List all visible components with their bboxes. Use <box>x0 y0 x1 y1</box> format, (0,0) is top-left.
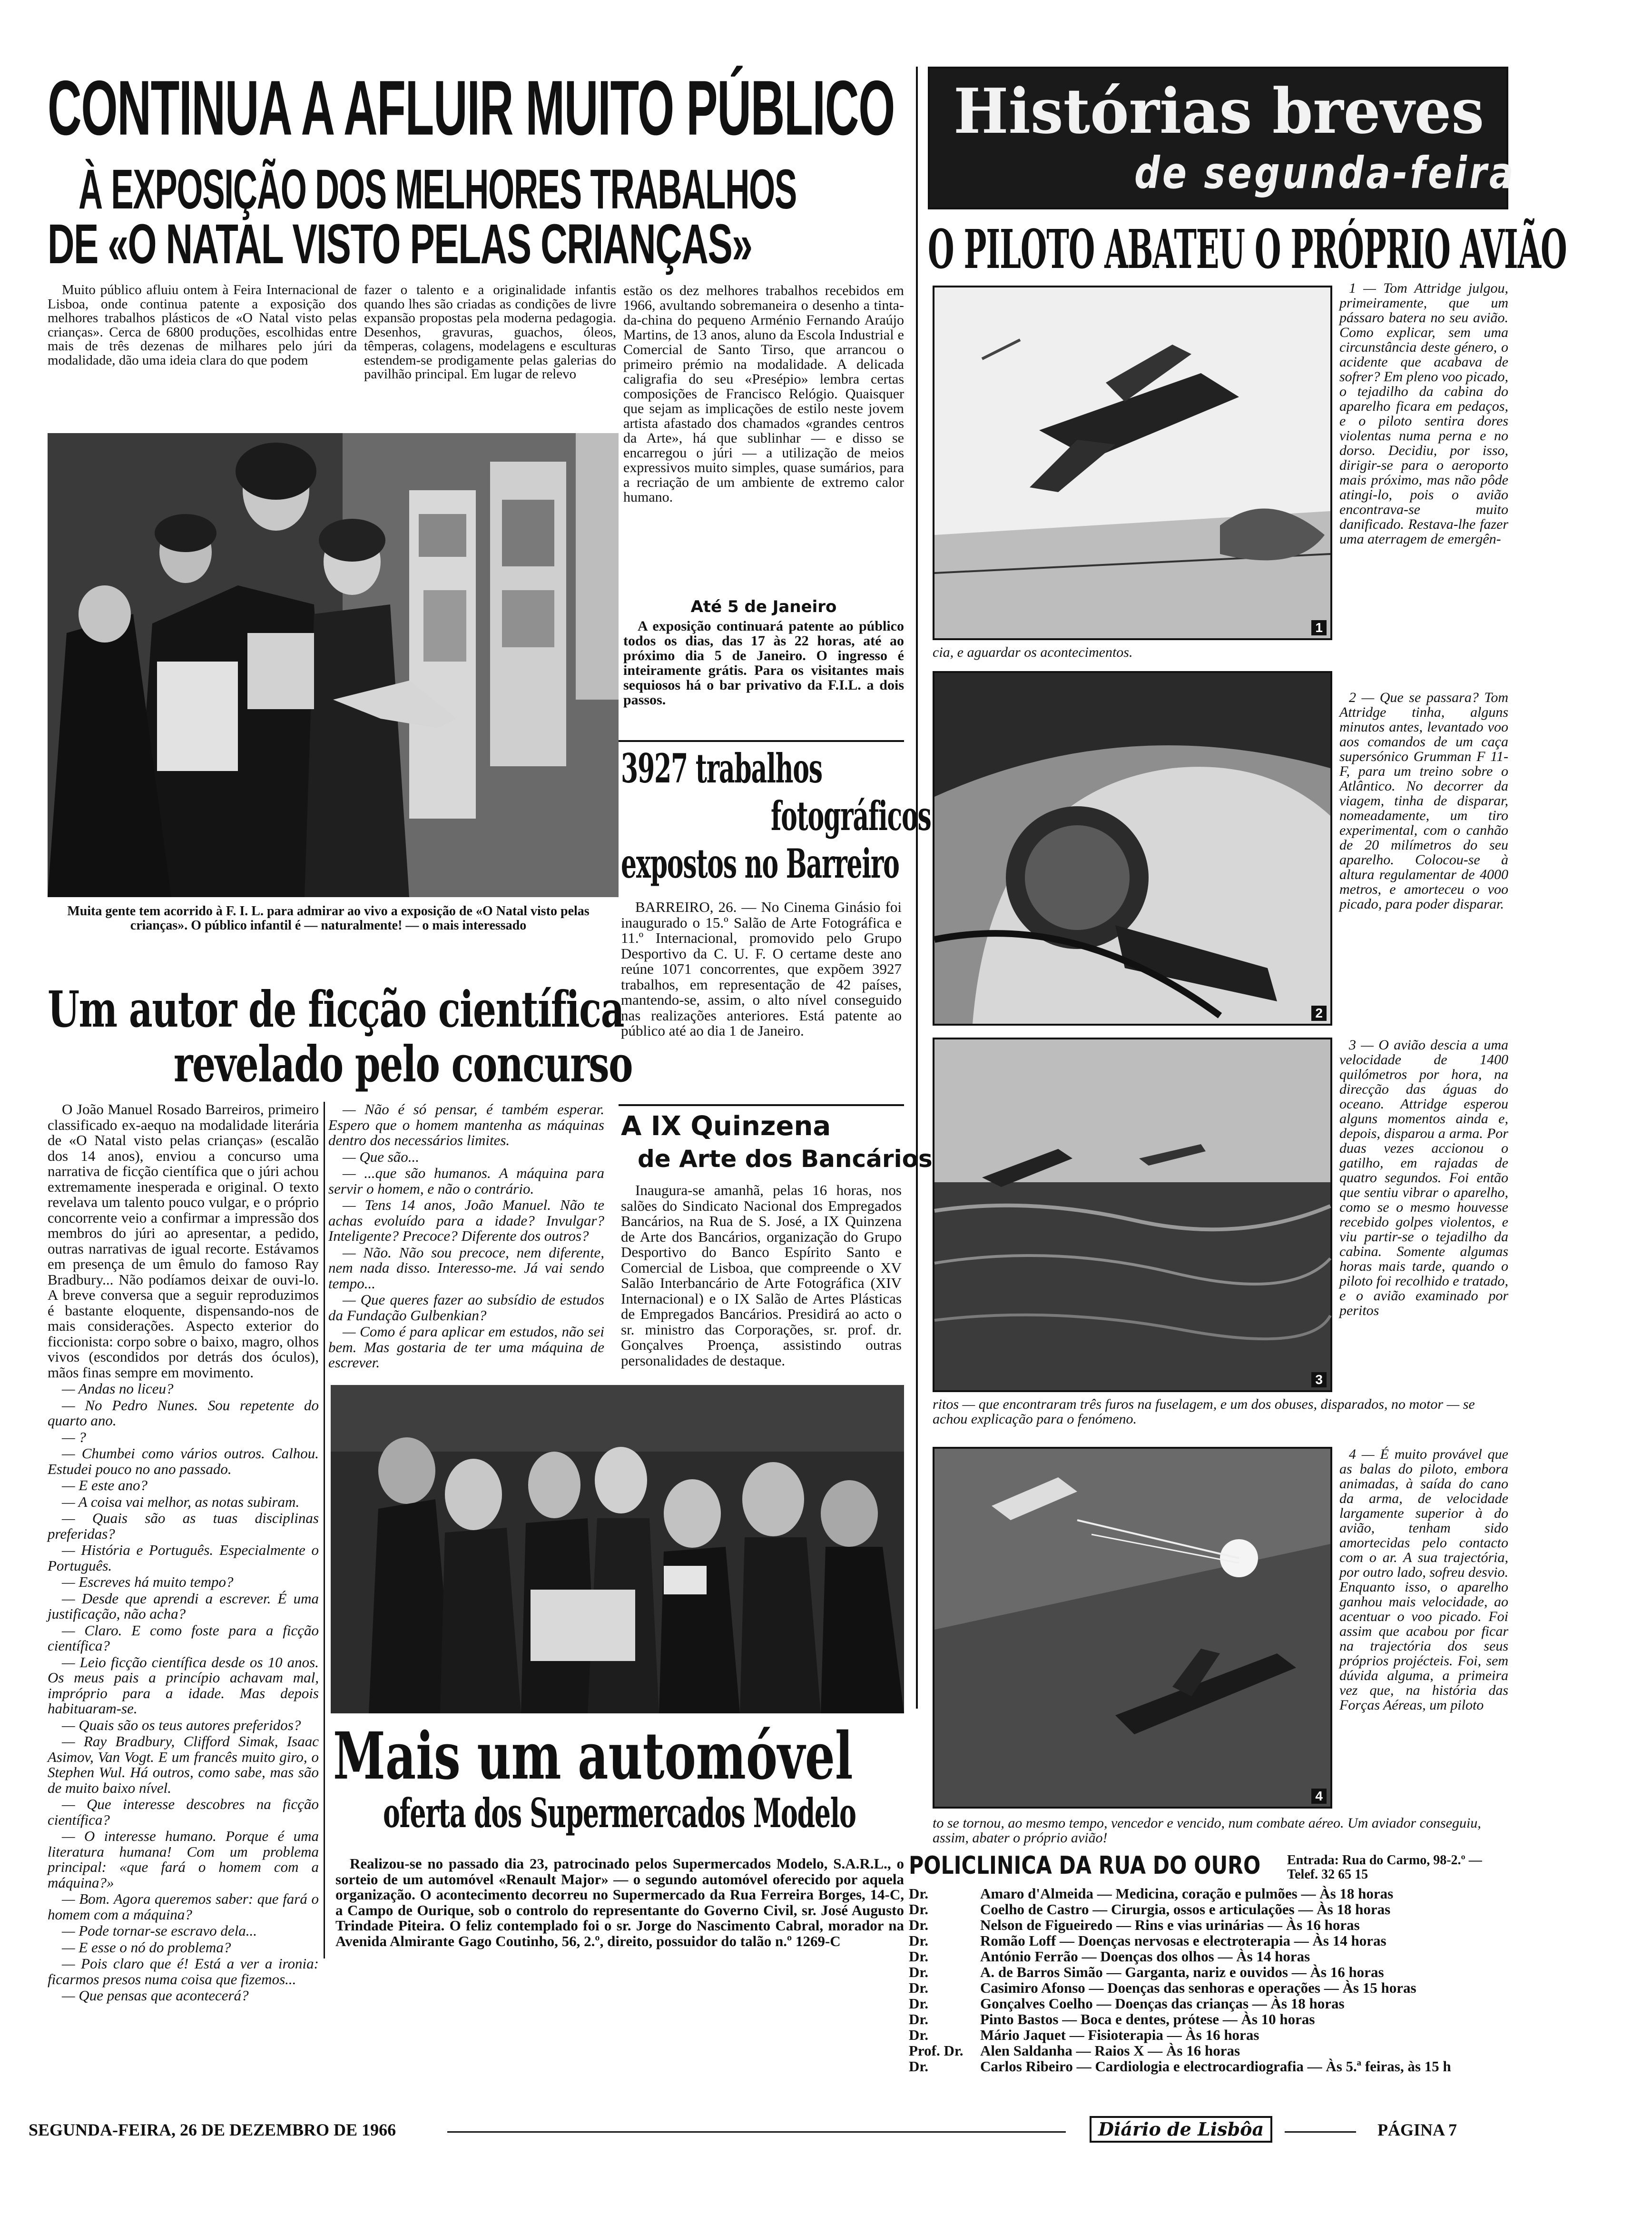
fotograficos-text: BARREIRO, 26. — No Cinema Ginásio foi inaugurado o 15.º Salão de Arte Fotográfica e 11.º Internacional, promovido pelo Grupo Desportivo da C. U. F. O certame deste ano reúne 1071 concorrentes, que expõem 3927 trabalhos, em representação de 42 países, mantendo-se, assim, o alto nível conseguido nas realizações anteriores. Está patente ao público até ao dia 1 de Janeiro. <box>621 899 902 1039</box>
autor-dialogue-line: — Não é só pensar, é também esperar. Espero que o homem mantenha as máquinas dentro dos necessários limites. <box>328 1101 604 1148</box>
autor-dialogue-line: — Que são... <box>343 1148 420 1165</box>
exposicao-text-col3: estão os dez melhores trabalhos recebidos em 1966, avultando sobremaneira o desenho a tinta-da-china do pequeno Arménio Fernando Araújo Martins, de 13 anos, aluno da Escola Industrial e Comercial de Santo Tirso, que arrancou o primeiro prémio na modalidade. A delicada caligrafia do seu «Presépio» lembra certas composições de Francisco Relógio. Quaisquer que sejam as implicações de estilo neste jovem artista afastado dos chamados «grandes centros da Arte», há que sublinhar — e disso se encarregou o júri — a utilização de meios expressivos muito simples, quase sumários, para a recriação de um ambiente de extremo calor humano. <box>623 283 904 505</box>
historias-text-1-end: cia, e aguardar os acontecimentos. <box>933 644 1133 660</box>
historias-banner-title: Histórias breves <box>954 75 1485 148</box>
doctor-entry: Nelson de Figueiredo — Rins e vias urinárias — Às 16 horas <box>980 1917 1360 1933</box>
automovel-title-line2: oferta dos Supermercados Modelo <box>383 1790 856 1837</box>
autor-dialogue-line: — Ray Bradbury, Clifford Simak, Isaac Asimov, Van Vogt. E um francês muito giro, o Stephen Wul. Há outros, como sabe, mas são de muito baixo nível. <box>48 1733 319 1796</box>
autor-dialogue-line: — No Pedro Nunes. Sou repetente do quarto ano. <box>48 1396 319 1429</box>
sorteio-photo-illustration <box>331 1385 904 1713</box>
historias-text-4-end: to se tornou, ao mesmo tempo, vencedor e vencido, num combate aéreo. Um aviador conseguiu, assim, abater o próprio avião! <box>933 1815 1481 1846</box>
doctor-entry: Gonçalves Coelho — Doenças das crianças — Às 18 horas <box>980 1995 1345 2012</box>
doctor-title: Dr. <box>909 1901 929 1918</box>
automovel-text: Realizou-se no passado dia 23, patrocinado pelos Supermercados Modelo, S.A.R.L., o sorteio de um automóvel «Renault Major» — o segundo automóvel oferecido por aquela organização. O acontecimento decorreu no Supermercado da Rua Ferreira Borges, 14-C, a Campo de Ourique, sob o controlo do representante do Governo Civil, sr. José Augusto Trindade Piteira. O feliz contemplado foi o sr. Jorge do Nascimento Cabral, morador na Avenida Almirante Gago Coutinho, 56, 2.º, direito, possuidor do talão n.º 1269-C <box>335 1855 904 1949</box>
fotograficos-title-line3: expostos no Barreiro <box>621 840 899 887</box>
autor-dialogue-line: — A coisa vai melhor, as notas subiram. <box>62 1493 300 1510</box>
main-headline-line2: À EXPOSIÇÃO DOS MELHORES TRABALHOS <box>79 158 797 221</box>
exposicao-subhead: Até 5 de Janeiro <box>690 597 837 616</box>
comic-panel-2 <box>933 671 1332 1026</box>
historias-banner <box>928 67 1516 209</box>
autor-dialogue-line: — E esse o nó do problema? <box>62 1938 231 1956</box>
autor-dialogue-line: — ...que são humanos. A máquina para servir o homem, e não o contrário. <box>328 1165 604 1197</box>
footer-date: SEGUNDA-FEIRA, 26 DE DEZEMBRO DE 1966 <box>29 2120 396 2139</box>
autor-dialogue-line: — História e Português. Especialmente o Português. <box>48 1542 319 1574</box>
autor-dialogue-line: — Desde que aprendi a escrever. É uma justificação, não acha? <box>48 1590 319 1622</box>
comic-panel-1 <box>933 286 1332 640</box>
historias-text-1: 1 — Tom Attridge julgou, primeiramente, que um pássaro batera no seu avião. Como explicar, sem uma circunstância deste género, o acidente que acabava de sofrer? Em pleno voo picado, o tejadilho da cabina do aparelho ficara em pedaços, e o piloto sentira dores violentas numa perna e no dorso. Decidiu, por isso, dirigir-se para o aeroporto mais próximo, mas não pôde atingi-lo, pois o avião encontrava-se muito danificado. Restava-lhe fazer uma aterragem de emergên- <box>1339 280 1508 547</box>
autor-col1: O João Manuel Rosado Barreiros, primeiro classificado ex-aequo na modalidade literária de «O Natal visto pelas crianças» (escalão dos 14 anos), enviou a concurso uma narrativa de ficção científica que o júri achou extremamente inesperada e original. O texto revelava um talento pouco vulgar, e o próprio concorrente veio a confirmar a impressão dos membros do júri ao apresentar, a pedido, outras narrativas de igual recorte. Estávamos em presença de um êmulo do famoso Ray Bradbury... Não podíamos deixar de ouvi-lo. A breve conversa que a seguir reproduzimos é bastante eloquente, dispensando-nos de mais considerações. Aspecto exterior do ficcionista: corpo sobre o baixo, magro, olhos vivos (escondidos por detrás dos óculos), mãos finas sempre em movimento. — Andas no liceu? — No Pedro Nunes. Sou repetente do quarto ano. — ? — Chumbei como vários outros. Calhou. Estudei pouco no ano passado. — E este ano? — A coisa vai melhor, as notas subiram. — Quais são as tuas disciplinas preferidas? — História e Português. Especialmente o Português. — Escreves há muito tempo? — Desde que aprendi a escrever. É uma justificação, não acha? — Claro. E como foste para a ficção científica? — Leio ficção científica desde os 10 anos. Os meus pais a princípio achavam mal, impróprio para a idade. Mas depois habituaram-se. — Quais são os teus autores preferidos? — Ray Bradbury, Clifford Simak, Isaac Asimov, Van Vogt. E um francês muito giro, o Stephen Wul. Há outros, como sabe, mas são de muito baixo nível. — Que interesse descobres na ficção científica? — O interesse humano. Porque é uma literatura humana! Com um problema principal: «que fará o homem com a máquina?» — Bom. Agora queremos saber: que fará o homem com a máquina? — Pode tornar-se escravo dela... — E esse o nó do problema? — Pois claro que é! Está a ver a ironia: ficarmos presos numa coisa que fizemos... — Que pensas que acontecerá? <box>48 1101 319 2004</box>
comic-panel-4-number: 4 <box>1311 1789 1327 1804</box>
autor-dialogue-line: — Leio ficção científica desde os 10 anos. Os meus pais a princípio achavam mal, impróprio para a idade. Mas depois habituaram-se. <box>48 1653 319 1717</box>
policlinica-row <box>909 2058 1506 2074</box>
sorteio-photo <box>331 1385 904 1713</box>
doctor-entry: Mário Jaquet — Fisioterapia — Às 16 horas <box>980 2027 1259 2043</box>
doctor-title: Dr. <box>909 1885 929 1902</box>
quinzena-text: Inaugura-se amanhã, pelas 16 horas, nos salões do Sindicato Nacional dos Empregados Bancários, na Rua de S. José, a IX Quinzena de Arte dos Bancários, organização do Grupo Desportivo do Banco Espírito Santo e Comercial de Lisboa, que compreende o XV Salão Interbancário de Arte Fotográfica (XIV Internacional) e o IX Salão de Artes Plásticas de Empregados Bancários. Presidirá ao acto o sr. ministro das Corporações, sr. prof. dr. Gonçalves Proença, assistindo outras personalidades de destaque. <box>621 1182 902 1369</box>
policlinica-list <box>909 1886 1506 2074</box>
autor-dialogue-line: — Quais são as tuas disciplinas preferidas? <box>48 1510 319 1542</box>
autor-dialogue-line: — Não. Não sou precoce, nem diferente, nem nada disso. Interesso-me. Já vai sendo tempo... <box>328 1244 604 1292</box>
historias-headline: O PILOTO ABATEU O PRÓPRIO AVIÃO <box>928 218 1567 281</box>
doctor-entry: Coelho de Castro — Cirurgia, ossos e articulações — Às 18 horas <box>980 1901 1391 1918</box>
plane-landing-illustration <box>934 287 1330 638</box>
doctor-title: Dr. <box>909 1917 929 1933</box>
policlinica-row <box>909 1917 1506 1933</box>
doctor-title: Dr. <box>909 2058 929 2075</box>
policlinica-row <box>909 2011 1506 2027</box>
divider-fotograficos <box>619 740 904 742</box>
doctor-entry: Carlos Ribeiro — Cardiologia e electrocardiografia — Às 5.ª feiras, às 15 h <box>980 2058 1451 2075</box>
doctor-title: Dr. <box>909 1995 929 2012</box>
historias-text-2: 2 — Que se passara? Tom Attridge tinha, alguns minutos antes, levantado voo aos comandos de um caça supersónico Grumman F 11-F, para um treino sobre o Atlântico. No decorrer da viagem, tinha de disparar, nomeadamente, um tiro experimental, com o canhão de 20 milímetros do seu aparelho. Colocou-se à altura regulamentar de 4000 metros, e amorteceu o voo picado, para poder disparar. <box>1339 690 1508 912</box>
doctor-title: Prof. Dr. <box>909 2042 964 2059</box>
autor-dialogue-line: — Bom. Agora queremos saber: que fará o homem com a máquina? <box>48 1890 319 1923</box>
main-headline-line1: CONTINUA A AFLUIR MUITO PÚBLICO <box>48 64 895 151</box>
historias-text-3-end: ritos — que encontraram três furos na fuselagem, e um dos obuses, disparados, no motor — se achou explicação para o fenómeno. <box>933 1396 1475 1427</box>
exposicao-text-col1: Muito público afluiu ontem à Feira Internacional de Lisboa, onde continua patente a exposição dos melhores trabalhos plásticos de «O Natal visto pelas crianças». Cerca de 6800 produções, escolhidas entre mais de três dezenas de milhares pelo júri da modalidade, dão uma ideia clara do que podem <box>48 282 357 368</box>
historias-banner-subtitle: de segunda-feira <box>1134 148 1516 198</box>
comic-panel-4 <box>933 1447 1332 1809</box>
automovel-title-line1: Mais um automóvel <box>333 1718 853 1794</box>
policlinica-row <box>909 1996 1506 2011</box>
footer-masthead: Diário de Lisbôa <box>1090 2116 1272 2143</box>
column-rule-main <box>916 67 918 1709</box>
exhibition-photo <box>48 433 619 897</box>
doctor-entry: Casimiro Afonso — Doenças das senhoras e operações — Às 15 horas <box>980 1979 1416 1996</box>
footer-rule-left <box>447 2131 1066 2133</box>
exposicao-text-col2: fazer o talento e a originalidade infantis quando lhes são criadas as condições de livre expansão propostas pela moderna pedagogia. Desenhos, gravuras, guachos, óleos, têmperas, colagens, modelagens e esculturas estendem-se prodigamente pelas galerias do pavilhão principal. Em lugar de relevo <box>364 282 616 382</box>
autor-dialogue-line: — ? <box>62 1428 86 1445</box>
autor-dialogue-line: — Chumbei como vários outros. Calhou. Estudei pouco no ano passado. <box>48 1445 319 1477</box>
doctor-title: Dr. <box>909 1979 929 1996</box>
policlinica-entrada: Entrada: Rua do Carmo, 98-2.º — Telef. 32 65 15 <box>1287 1853 1482 1882</box>
fotograficos-title-line2: fotográficos <box>771 792 931 840</box>
doctor-entry: Alen Saldanha — Raios X — Às 16 horas <box>980 2042 1240 2059</box>
historias-text-4: 4 — É muito provável que as balas do piloto, embora animadas, à saída do cano da arma, de velocidade largamente superior à do avião, tenham sido amortecidas pelo contacto com o ar. A sua trajectória, por outro lado, sofreu desvio. Enquanto isso, o aparelho ganhou mais velocidade, ao acentuar o voo picado. Foi assim que acabou por ficar na trajectória dos seus próprios projécteis. Foi, sem dúvida alguma, a primeira vez que, na história das Forças Aéreas, um piloto <box>1339 1446 1508 1713</box>
policlinica-row <box>909 1948 1506 1964</box>
doctor-title: Dr. <box>909 2011 929 2027</box>
policlinica-row <box>909 2027 1506 2043</box>
doctor-title: Dr. <box>909 1964 929 1980</box>
doctor-title: Dr. <box>909 1948 929 1965</box>
column-rule-autor <box>324 1102 325 1958</box>
autor-dialogue-line: — Claro. E como foste para a ficção científica? <box>48 1622 319 1654</box>
quinzena-title-line1: A IX Quinzena <box>621 1111 831 1142</box>
footer-rule-right <box>1285 2131 1356 2133</box>
doctor-entry: Pinto Bastos — Boca e dentes, prótese — Às 10 horas <box>980 2011 1315 2027</box>
divider-quinzena <box>619 1104 904 1106</box>
autor-dialogue-line: — E este ano? <box>62 1477 148 1493</box>
cockpit-pilot-illustration <box>934 673 1330 1024</box>
autor-dialogue-line: — Escreves há muito tempo? <box>62 1573 234 1590</box>
autor-dialogue-line: — Quais são os teus autores preferidos? <box>62 1716 301 1733</box>
comic-panel-3-number: 3 <box>1311 1372 1327 1387</box>
autor-title-line2: revelado pelo concurso <box>174 1035 632 1093</box>
doctor-entry: A. de Barros Simão — Garganta, nariz e ouvidos — Às 16 horas <box>980 1964 1384 1980</box>
autor-dialogue-line: — Que pensas que acontecerá? <box>62 1987 249 2004</box>
autor-dialogue-line: — Como é para aplicar em estudos, não sei bem. Mas gostaria de ter uma máquina de escrever. <box>328 1323 604 1371</box>
policlinica-row <box>909 1964 1506 1980</box>
plane-hit-illustration <box>934 1449 1330 1807</box>
policlinica-row <box>909 2043 1506 2058</box>
autor-dialogue-line: — Que interesse descobres na ficção científica? <box>48 1796 319 1828</box>
autor-dialogue-line: — Andas no liceu? <box>62 1380 174 1397</box>
comic-panel-1-number: 1 <box>1311 620 1327 635</box>
doctor-entry: António Ferrão — Doenças dos olhos — Às 14 horas <box>980 1948 1310 1965</box>
autor-title-line1: Um autor de ficção científica <box>48 980 624 1038</box>
autor-dialogue-line: — Pois claro que é! Está a ver a ironia: ficarmos presos numa coisa que fizemos... <box>48 1955 319 1988</box>
policlinica-row <box>909 1980 1506 1996</box>
doctor-title: Dr. <box>909 2027 929 2043</box>
doctor-title: Dr. <box>909 1932 929 1949</box>
main-headline-line3: DE «O NATAL VISTO PELAS CRIANÇAS» <box>48 213 752 276</box>
exhibition-photo-illustration <box>48 433 619 897</box>
exposicao-subtext: A exposição continuará patente ao público todos os dias, das 17 às 22 horas, até ao próximo dia 5 de Janeiro. O ingresso é inteiramente grátis. Para os visitantes mais sequiosos há o bar privativo da F.I.L. a dois passos. <box>623 618 904 708</box>
doctor-entry: Romão Loff — Doenças nervosas e electroterapia — Às 14 horas <box>980 1932 1386 1949</box>
footer-page-number: PÁGINA 7 <box>1377 2120 1457 2139</box>
policlinica-row <box>909 1933 1506 1948</box>
exhibition-photo-caption: Muita gente tem acorrido à F. I. L. para admirar ao vivo a exposição de «O Natal visto pelas crianças». O público infantil é — naturalmente! — o mais interessado <box>67 904 590 933</box>
plane-over-ocean-illustration <box>934 1039 1330 1390</box>
fotograficos-title-line1: 3927 trabalhos <box>621 745 822 792</box>
policlinica-box <box>906 1851 1508 2108</box>
quinzena-title-line2: de Arte dos Bancários <box>638 1145 933 1173</box>
doctor-entry: Amaro d'Almeida — Medicina, coração e pulmões — Às 18 horas <box>980 1885 1394 1902</box>
autor-col2 <box>328 1102 604 1373</box>
autor-dialogue-line: — Pode tornar-se escravo dela... <box>62 1922 257 1939</box>
comic-panel-2-number: 2 <box>1311 1006 1327 1021</box>
policlinica-row <box>909 1901 1506 1917</box>
policlinica-title: POLICLINICA DA RUA DO OURO <box>909 1851 1261 1880</box>
autor-dialogue-line: — O interesse humano. Porque é uma literatura humana! Com um problema principal: «que fará o homem com a máquina?» <box>48 1828 319 1891</box>
autor-dialogue-line: — Tens 14 anos, João Manuel. Não te achas evoluído para a idade? Invulgar? Inteligente? Precoce? Diferente dos outros? <box>328 1197 604 1244</box>
policlinica-row <box>909 1886 1506 1901</box>
autor-dialogue-line: — Que queres fazer ao subsídio de estudos da Fundação Gulbenkian? <box>328 1291 604 1324</box>
comic-panel-3 <box>933 1038 1332 1392</box>
historias-text-3: 3 — O avião descia a uma velocidade de 1400 quilómetros por hora, na direcção das águas do oceano. Attridge esperou alguns momentos ainda e, depois, disparou a arma. Por duas vezes accionou o gatilho, em rajadas de quatro segundos. Foi então que sentiu vibrar o aparelho, como se o mesmo houvesse recebido golpes violentos, e viu partir-se o tejadilho da cabina. Somente algumas horas mais tarde, quando o piloto foi recolhido e tratado, e o avião examinado por peritos <box>1339 1037 1508 1318</box>
